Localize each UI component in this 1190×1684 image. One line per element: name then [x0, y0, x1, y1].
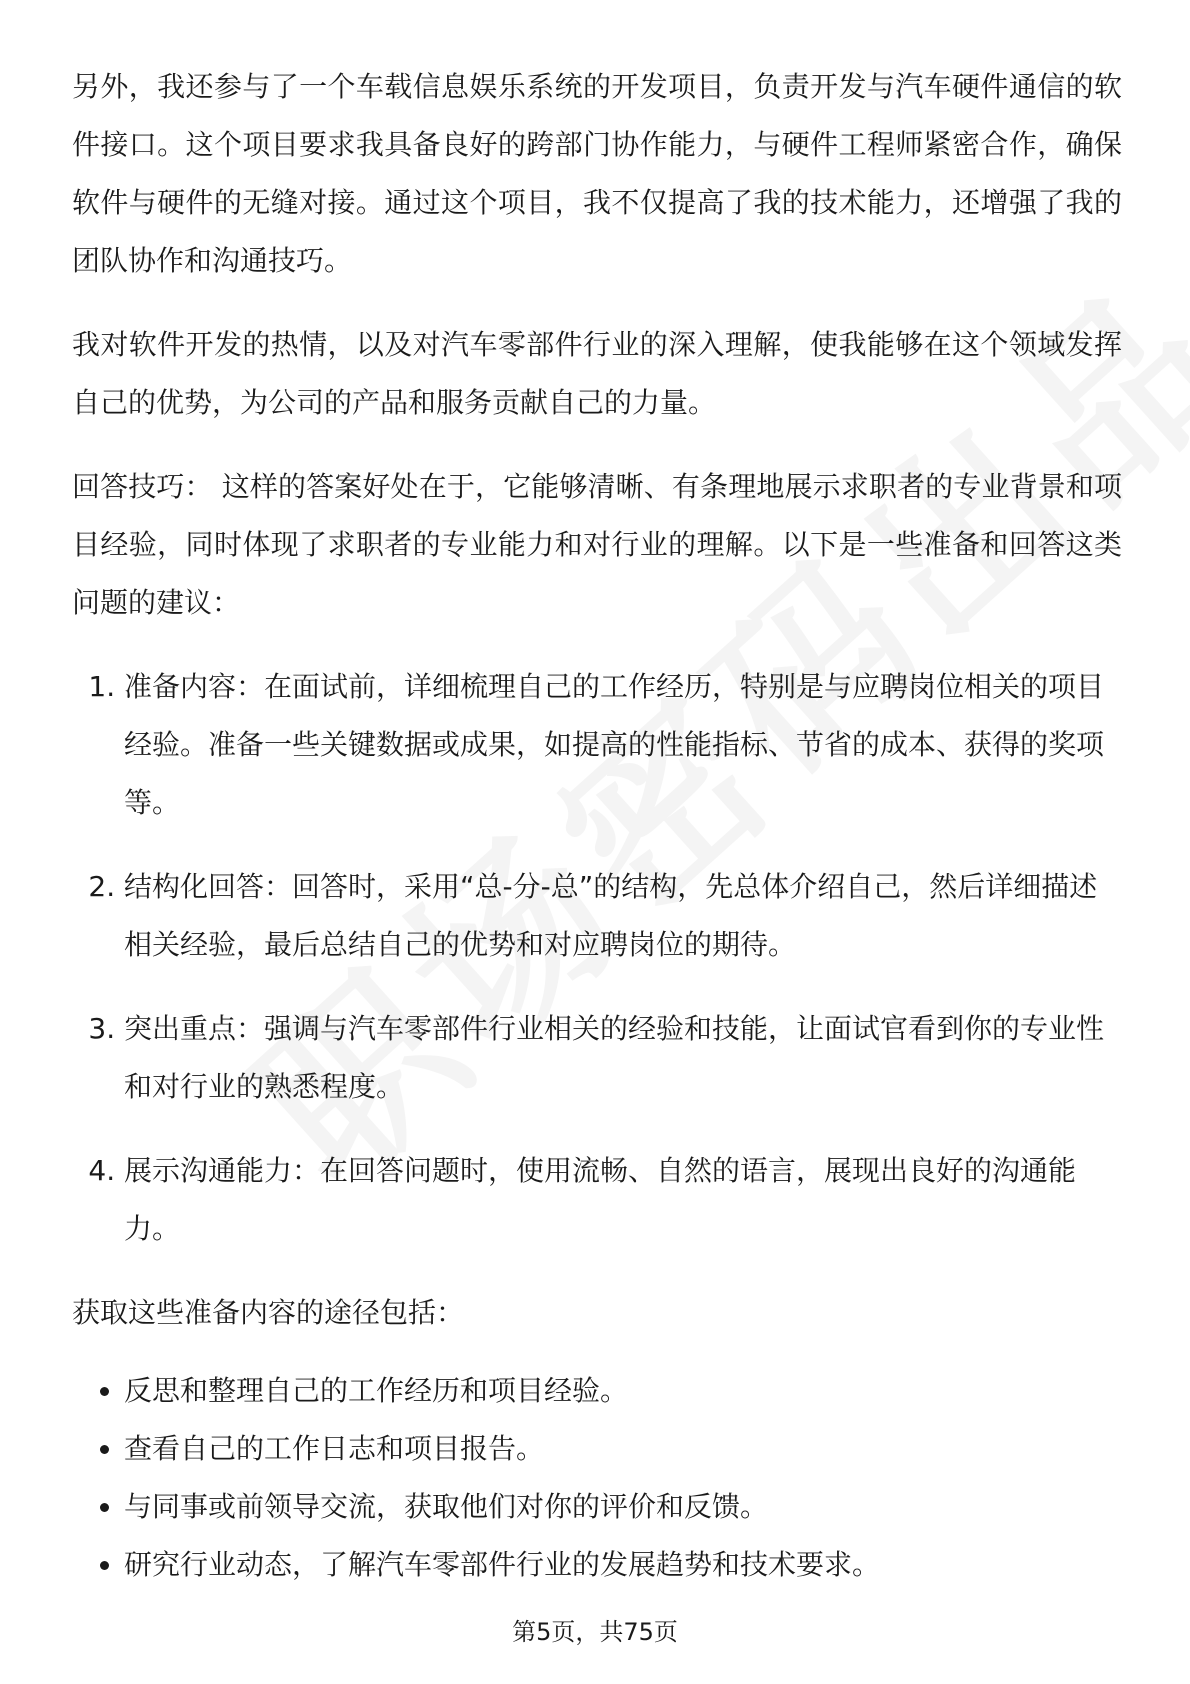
page-number: 第5页，共75页 [512, 1618, 678, 1646]
sources-list [72, 1362, 1122, 1594]
source-item-reflect: • 反思和整理自己的工作经历和项目经验。 [124, 1362, 1122, 1420]
sources-intro: 获取这些准备内容的途径包括： [72, 1296, 465, 1329]
source-item-colleagues: • 与同事或前领导交流，获取他们对你的评价和反馈。 [124, 1478, 1122, 1536]
source-item-logs: • 查看自己的工作日志和项目报告。 [124, 1420, 1122, 1478]
paragraph-passion: 我对软件开发的热情，以及对汽车零部件行业的深入理解，使我能够在这个领域发挥自己的优势，为公司的产品和服务贡献自己的力量。 [72, 328, 1122, 419]
paragraph-answer-tips: 回答技巧： 这样的答案好处在于，它能够清晰、有条理地展示求职者的专业背景和项目经验，同时体现了求职者的专业能力和对行业的理解。以下是一些准备和回答这类问题的建议： [72, 470, 1122, 619]
tips-list [72, 658, 1122, 1258]
tip-item-structure: 2. 结构化回答：回答时，采用“总-分-总”的结构，先总体介绍自己，然后详细描述相关经验，最后总结自己的优势和对应聘岗位的期待。 [124, 858, 1122, 974]
source-item-industry: • 研究行业动态，了解汽车零部件行业的发展趋势和技术要求。 [124, 1536, 1122, 1594]
tip-item-prepare: 1. 准备内容：在面试前，详细梳理自己的工作经历，特别是与应聘岗位相关的项目经验。准备一些关键数据或成果，如提高的性能指标、节省的成本、获得的奖项等。 [124, 658, 1122, 832]
tip-item-focus: 3. 突出重点：强调与汽车零部件行业相关的经验和技能，让面试官看到你的专业性和对行业的熟悉程度。 [124, 1000, 1122, 1116]
tip-item-communication: 4. 展示沟通能力：在回答问题时，使用流畅、自然的语言，展现出良好的沟通能力。 [124, 1142, 1122, 1258]
document-body [72, 58, 1122, 1594]
paragraph-project-experience: 另外，我还参与了一个车载信息娱乐系统的开发项目，负责开发与汽车硬件通信的软件接口。这个项目要求我具备良好的跨部门协作能力，与硬件工程师紧密合作，确保软件与硬件的无缝对接。通过这个项目，我不仅提高了我的技术能力，还增强了我的团队协作和沟通技巧。 [72, 70, 1122, 277]
